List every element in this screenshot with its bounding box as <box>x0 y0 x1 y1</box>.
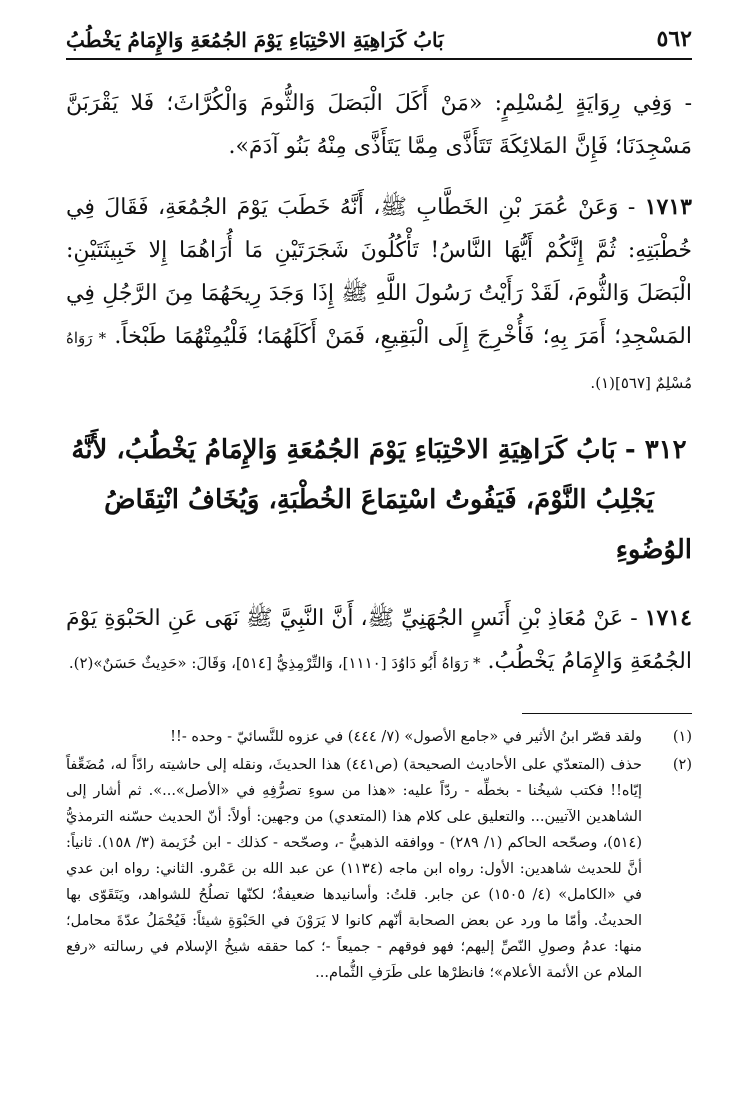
page-body <box>66 82 692 685</box>
footnote-text: حذف (المتعدّي على الأحاديث الصحيحة) (ص٤٤١) هذا الحديثَ، ونقله إلى حاشيته رادّاً له، مُضَعِّفاً إيّاه!! فكتب شيخُنا - بخطِّه - ردّاً عليه: «هذا من سوءِ تصرُّفِهِ في «الأصل»...». ثم أشار إلى الشاهدين الآتيين... والتعليق على كلام هذا (المتعدي) من وجهين: أولاً: أنّ الحديث حسّنه الترمذيُّ (٥١٤)، وصحّحه الحاكم (١/ ٢٨٩) - ووافقه الذهبيُّ -، وصحّحه - كذلك - ابن خُزَيمة (٣/ ١٥٨). ثانياً: أنَّ للحديث شاهدين: الأول: رواه ابن ماجه (١١٣٤) عن عبد الله بن عَمْرو. الثاني: رواه ابن عدي في «الكامل» (٤/ ١٥٠٥) عن جابر. قلتُ: وأسانيدها ضعيفةٌ؛ لكنّها تصلُحُ للشواهد، ويَتَقَوّى بها الحديثُ. وأمّا ما ورد عن بعض الصحابة أنّهم كانوا لا يَرَوْنَ في الحَبْوَةِ شيئاً: فَيُحْمَلُ عدّةَ محامل؛ منها: عدمُ وصولِ النّصِّ إليهم؛ فهو فوقهم - جميعاً -؛ كما حققه شيخُ الإسلام في رسالته «رفع الملام عن الأئمة الأعلام»؛ فانظرْها على طَرَفِ الثُّمام... <box>66 757 642 981</box>
page-header <box>66 0 692 60</box>
chapter-heading: ٣١٢ - بَابُ كَرَاهِيَةِ الاحْتِبَاءِ يَوْمَ الجُمُعَةِ وَالإِمَامُ يَخْطُبُ، لأَنَّهُ يَجْلِبُ النَّوْمَ، فَيَفُوتُ اسْتِمَاعَ الخُطْبَةِ، وَيُخَافُ انْتِقَاضُ الوُضُوءِ <box>71 435 692 565</box>
hadith-text: - عَنْ مُعَاذِ بْنِ أَنَسٍ الجُهَنِيِّ ﷺ، أَنَّ النَّبِيَّ ﷺ نَهَى عَنِ الحَبْوَةِ يَوْمَ الجُمُعَةِ وَالإِمَامُ يَخْطُبُ. <box>66 606 692 674</box>
page-number: ٥٦٢ <box>656 26 692 52</box>
footnote-marker: (٢) <box>672 757 692 773</box>
paragraph-muslim-narration <box>66 82 692 168</box>
footnote-2 <box>66 752 692 986</box>
footnote-marker: (١) <box>672 729 692 745</box>
footnote-1 <box>66 724 692 750</box>
footnote-divider <box>522 713 692 714</box>
hadith-number: ١٧١٣ <box>644 194 692 220</box>
hadith-number: ١٧١٤ <box>644 605 692 631</box>
hadith-1713 <box>66 186 692 405</box>
footnotes <box>66 724 692 986</box>
hadith-reference: * رَوَاهُ مُسْلِمٌ [٥٦٧](١). <box>66 329 692 392</box>
hadith-reference: * رَوَاهُ أَبُو دَاوُدَ [١١١٠]، وَالتِّرْمِذِيُّ [٥١٤]، وَقَالَ: «حَدِيثٌ حَسَنٌ»(٢). <box>68 654 481 672</box>
footnote-text: ولقد قصّر ابنُ الأثير في «جامع الأصول» (٧/ ٤٤٤) في عزوه للنَّسائيّ - وحده -!! <box>170 729 642 745</box>
hadith-1714 <box>66 597 692 685</box>
paragraph-text: - وَفِي رِوَايَةٍ لِمُسْلِمٍ: «مَنْ أَكَلَ الْبَصَلَ وَالثُّومَ وَالْكُرَّاثَ؛ فَلا يَقْرَبَنَّ مَسْجِدَنَا؛ فَإِنَّ المَلائِكَةَ تَتَأَذَّى مِمَّا يَتَأَذَّى مِنْهُ بَنُو آدَمَ». <box>66 91 692 159</box>
running-title: بَابُ كَرَاهِيَةِ الاحْتِبَاءِ يَوْمَ الجُمُعَةِ وَالإِمَامُ يَخْطُبُ <box>66 28 444 52</box>
hadith-text: - وَعَنْ عُمَرَ بْنِ الخَطَّابِ ﷺ، أَنَّهُ خَطَبَ يَوْمَ الجُمُعَةِ، فَقَالَ فِي خُطْبَتِهِ: ثُمَّ إِنَّكُمْ أَيُّهَا النَّاسُ! تَأْكُلُونَ شَجَرَتَيْنِ مَا أُرَاهُمَا إِلا خَبِيثَتَيْنِ: الْبَصَلَ وَالثُّومَ، لَقَدْ رَأَيْتُ رَسُولَ اللَّهِ ﷺ إِذَا وَجَدَ رِيحَهُمَا مِنَ الرَّجُلِ فِي المَسْجِدِ؛ أَمَرَ بِهِ؛ فَأُخْرِجَ إِلَى الْبَقِيعِ، فَمَنْ أَكَلَهُمَا؛ فَلْيُمِتْهُمَا طَبْخاً. <box>66 195 692 349</box>
